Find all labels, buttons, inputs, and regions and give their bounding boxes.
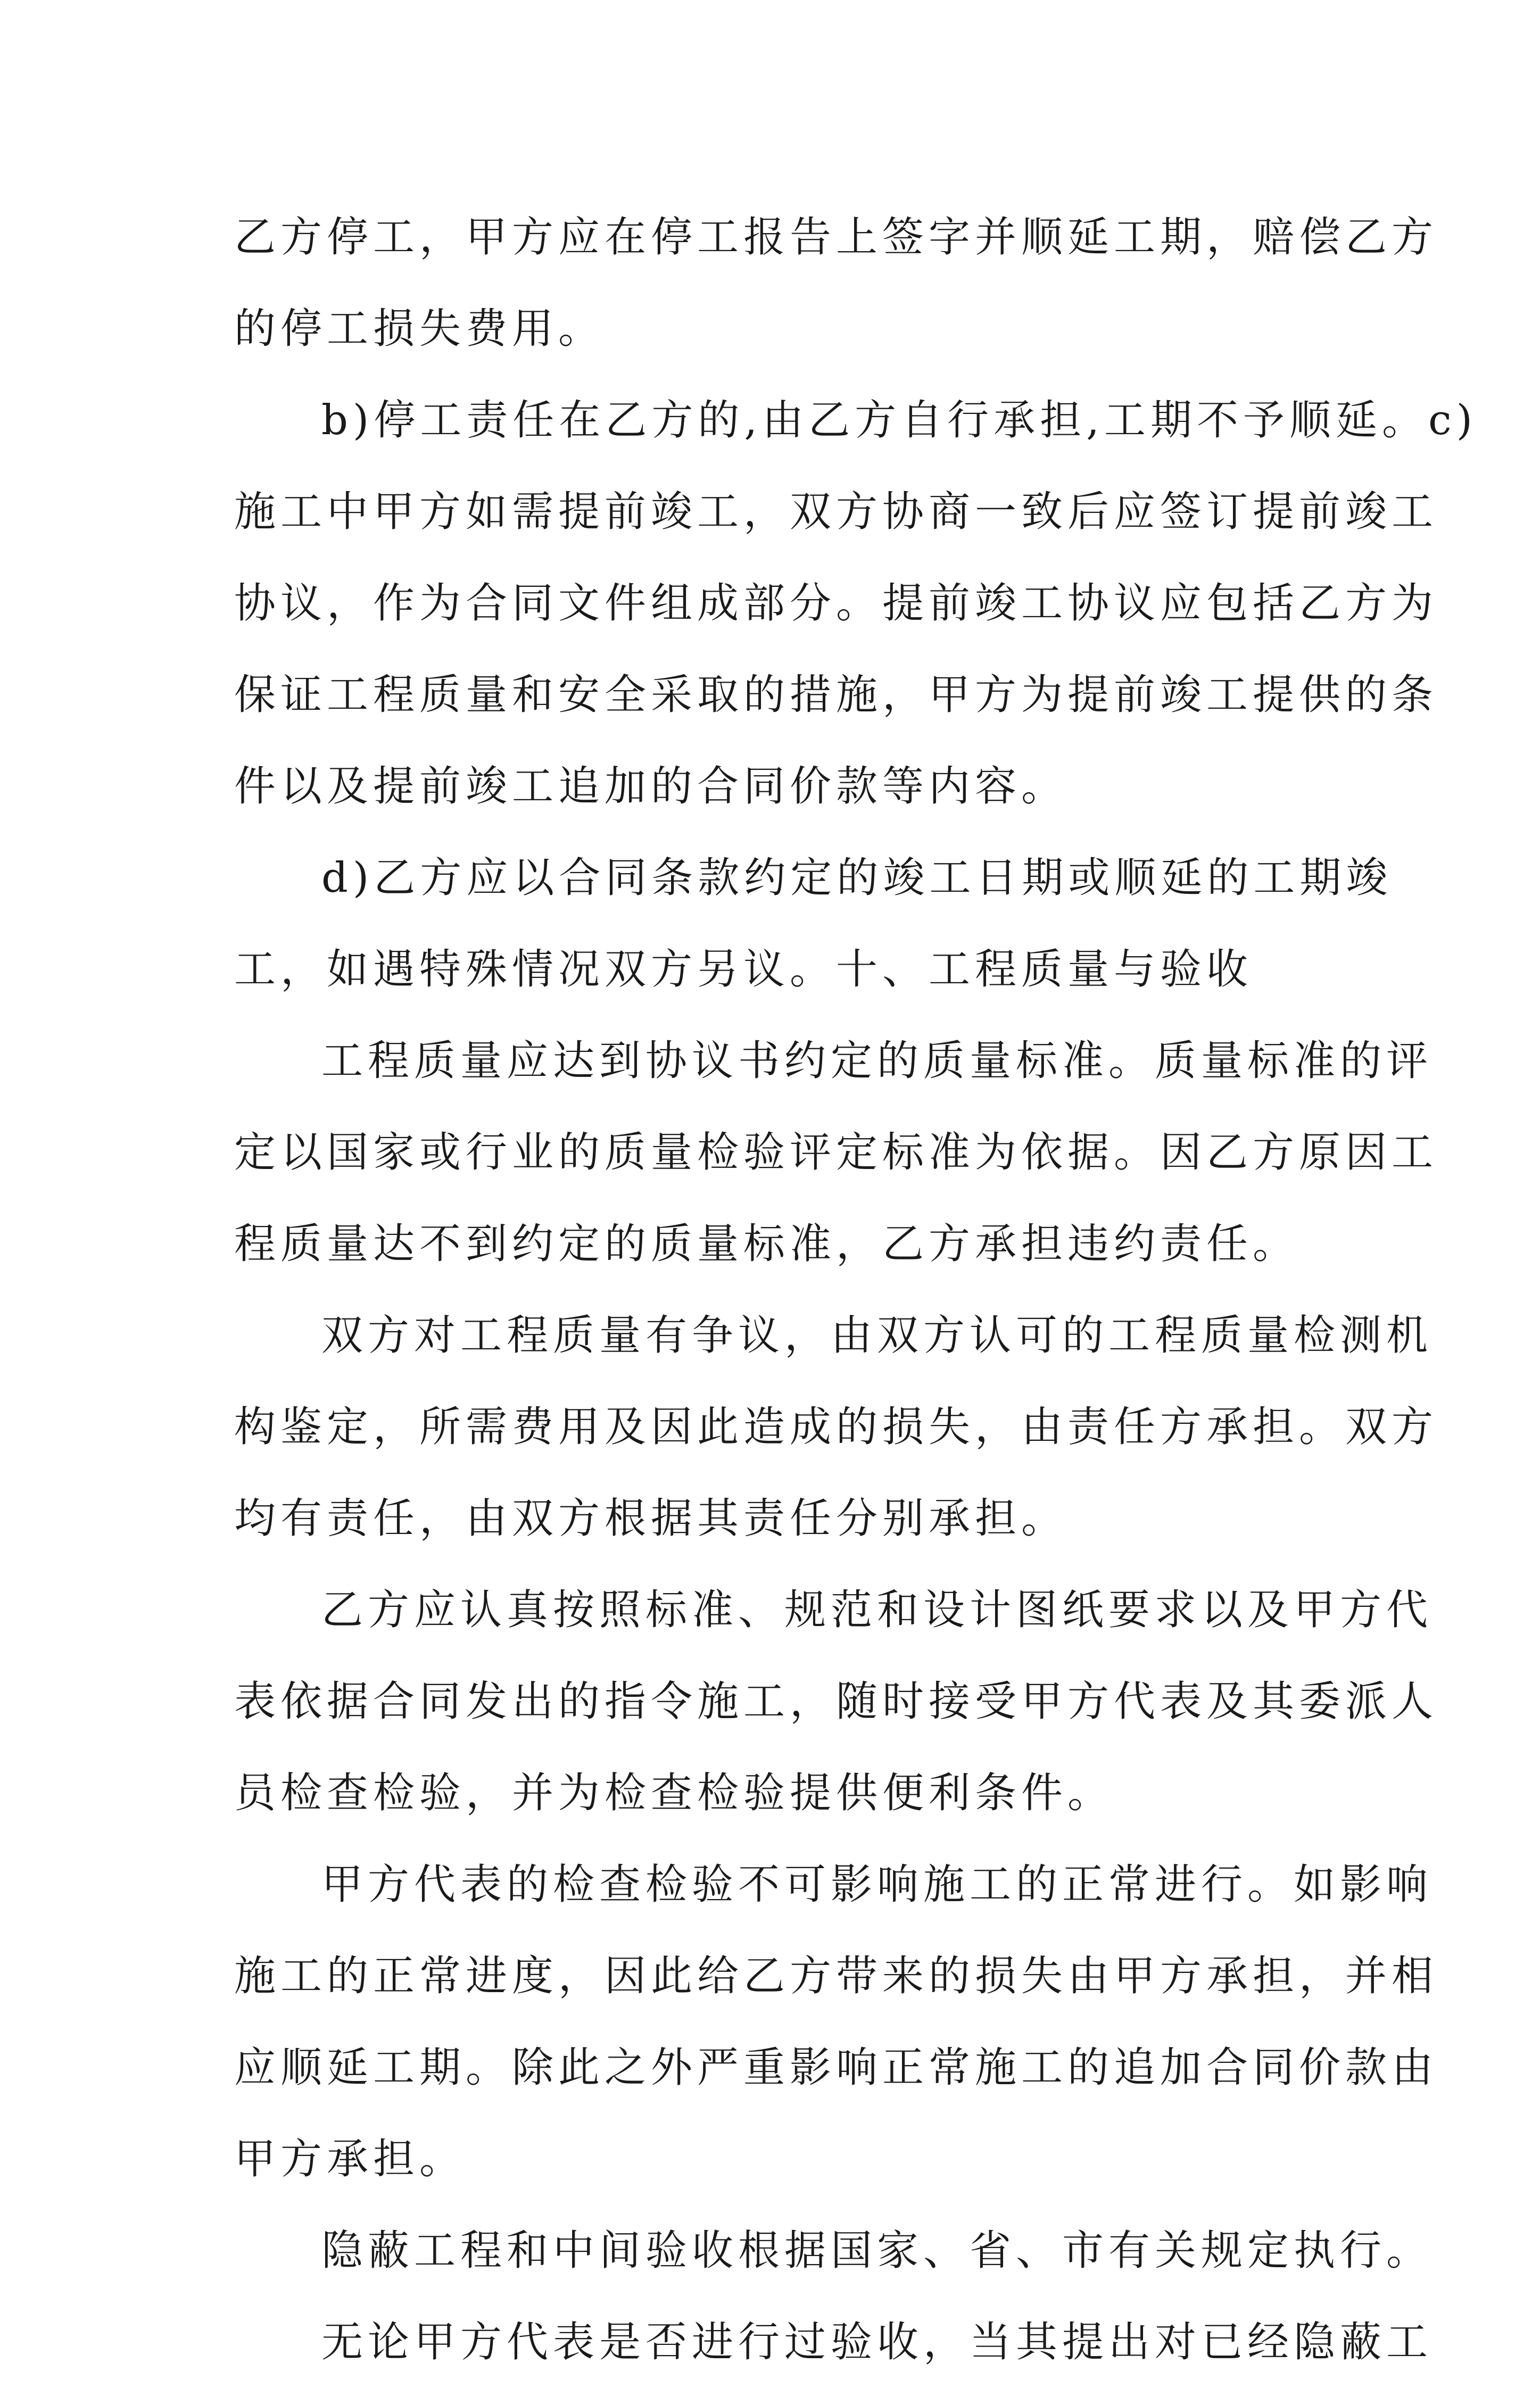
text-line: 件以及提前竣工追加的合同价款等内容。 (234, 762, 1068, 810)
text-line: b)停工责任在乙方的,由乙方自行承担,工期不予顺延。c) (321, 396, 1478, 444)
text-line: 工，如遇特殊情况双方另议。十、工程质量与验收 (234, 946, 1253, 993)
text-line: 保证工程质量和安全采取的措施，甲方为提前竣工提供的条 (234, 671, 1438, 719)
document-body (234, 192, 1478, 2388)
text-line: 员检查检验，并为检查检验提供便利条件。 (234, 1769, 1114, 1817)
text-line: 甲方承担。 (234, 2135, 466, 2183)
text-line: 隐蔽工程和中间验收根据国家、省、市有关规定执行。 (321, 2227, 1433, 2275)
text-line: 无论甲方代表是否进行过验收，当其提出对已经隐蔽工 (321, 2318, 1433, 2366)
text-line: 施工中甲方如需提前竣工，双方协商一致后应签订提前竣工 (234, 488, 1438, 536)
text-line: 应顺延工期。除此之外严重影响正常施工的追加合同价款由 (234, 2044, 1438, 2092)
text-line: 构鉴定，所需费用及因此造成的损失，由责任方承担。双方 (234, 1403, 1438, 1451)
text-line: 工程质量应达到协议书约定的质量标准。质量标准的评 (321, 1037, 1433, 1085)
text-line: 乙方停工，甲方应在停工报告上签字并顺延工期，赔偿乙方 (234, 213, 1438, 261)
text-line: d)乙方应以合同条款约定的竣工日期或顺延的工期竣 (321, 854, 1393, 902)
text-line: 程质量达不到约定的质量标准，乙方承担违约责任。 (234, 1220, 1299, 1268)
text-line: 双方对工程质量有争议，由双方认可的工程质量检测机 (321, 1312, 1433, 1359)
text-line: 定以国家或行业的质量检验评定标准为依据。因乙方原因工 (234, 1129, 1438, 1176)
text-line: 甲方代表的检查检验不可影响施工的正常进行。如影响 (321, 1861, 1433, 1909)
text-line: 的停工损失费用。 (234, 305, 605, 353)
text-line: 施工的正常进度，因此给乙方带来的损失由甲方承担，并相 (234, 1952, 1438, 2000)
text-line: 均有责任，由双方根据其责任分别承担。 (234, 1495, 1068, 1543)
text-line: 乙方应认真按照标准、规范和设计图纸要求以及甲方代 (321, 1586, 1433, 1634)
text-line: 表依据合同发出的指令施工，随时接受甲方代表及其委派人 (234, 1678, 1438, 1726)
text-line: 协议，作为合同文件组成部分。提前竣工协议应包括乙方为 (234, 579, 1438, 627)
